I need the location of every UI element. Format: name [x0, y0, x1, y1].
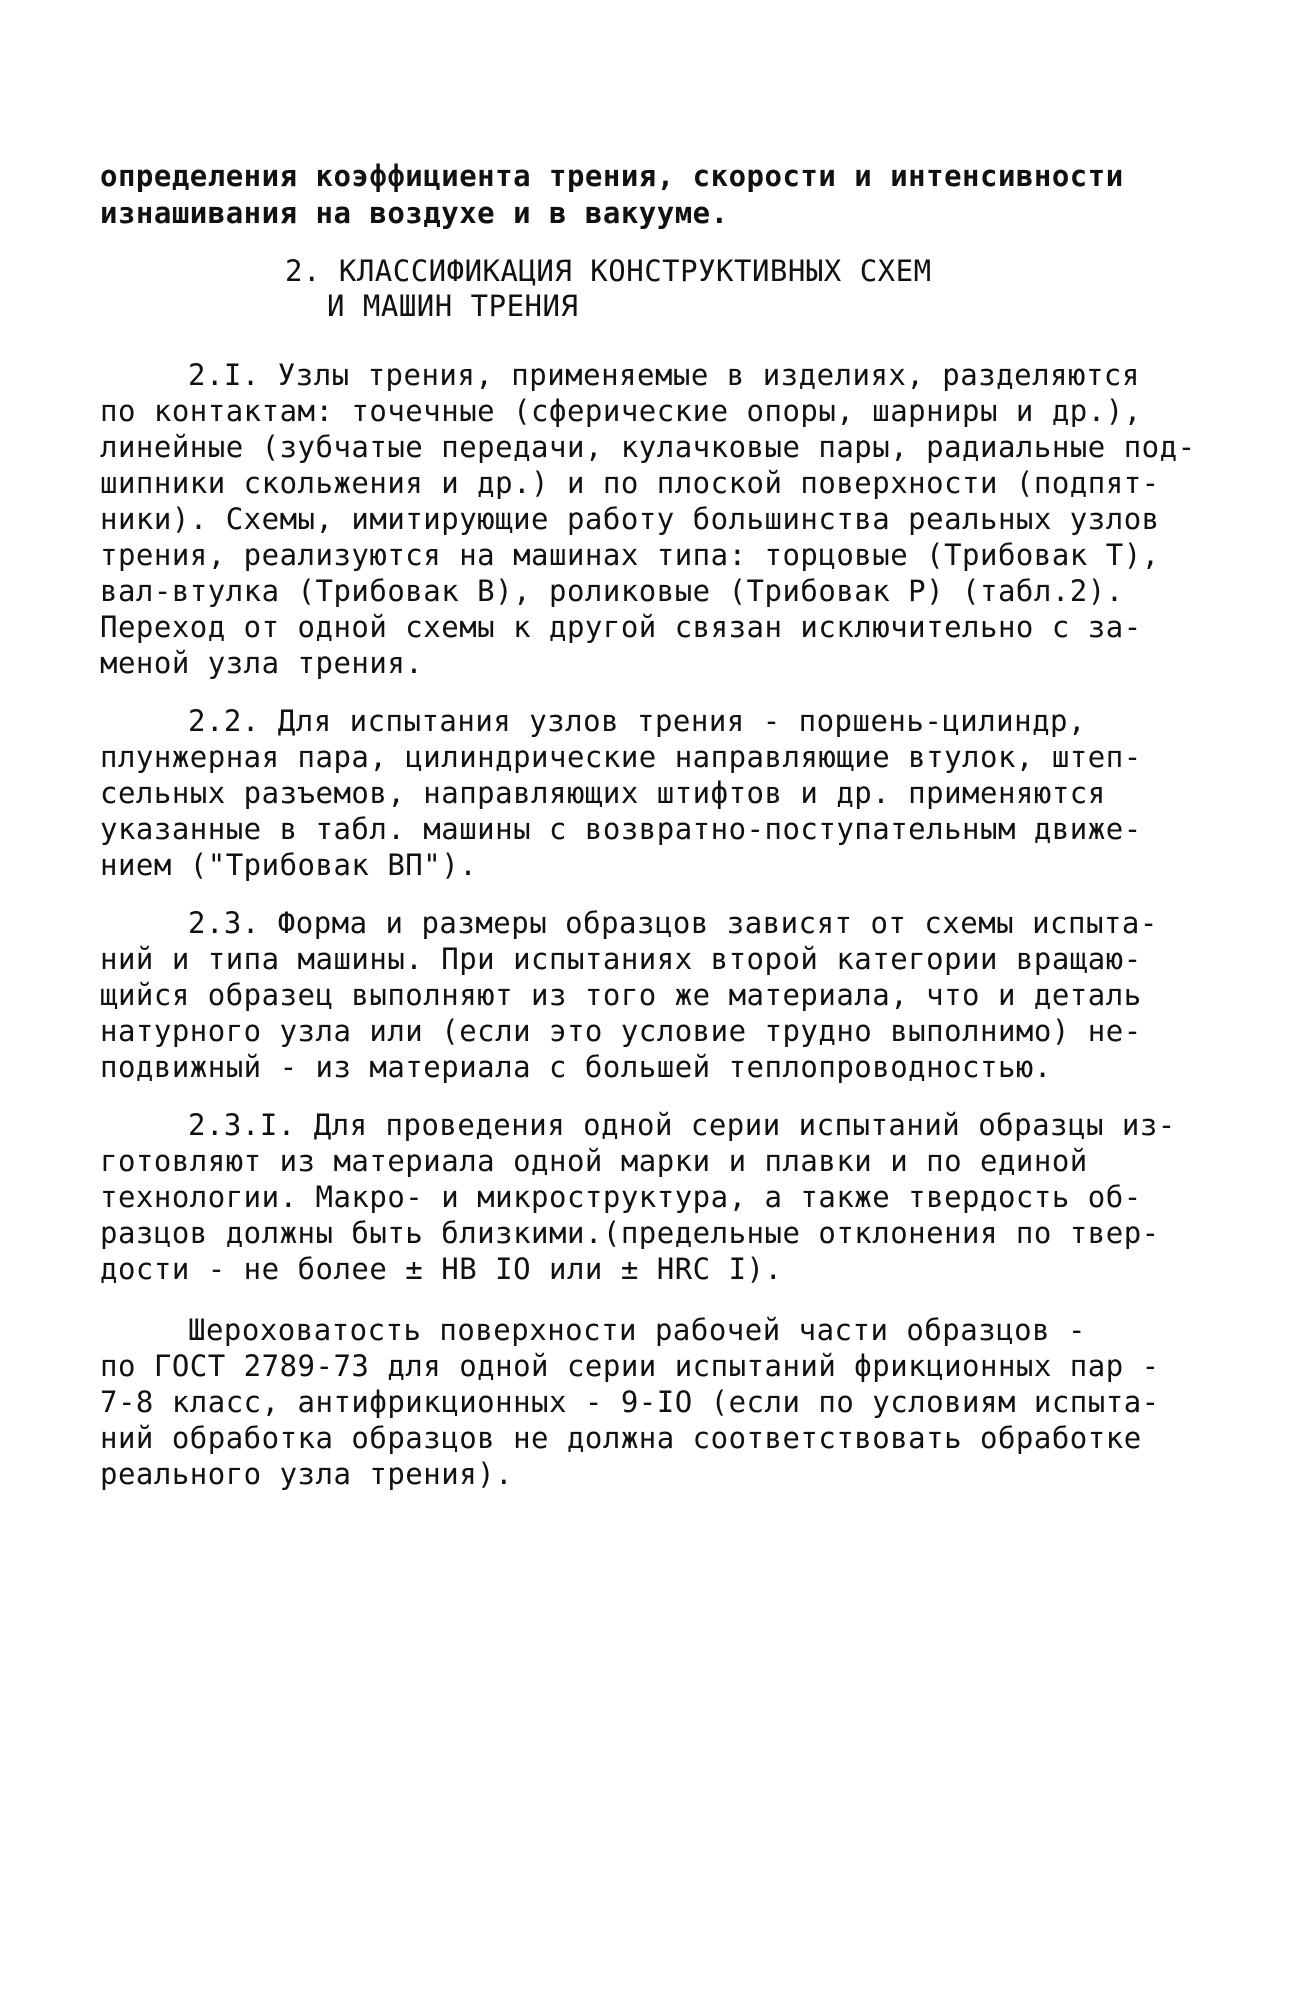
- para-2-3-line: натурного узла или (если это условие трудно выполнимо) не-: [100, 1014, 1142, 1048]
- para-roughness-line: реального узла трения).: [100, 1457, 514, 1491]
- para-2-1-line: шипники скольжения и др.) и по плоской поверхности (подпят-: [100, 466, 1160, 500]
- section-heading: И МАШИН ТРЕНИЯ: [327, 289, 579, 323]
- para-roughness-line: по ГОСТ 2789-73 для одной серии испытаний фрикционных пар -: [100, 1349, 1160, 1383]
- para-2-2-line: сельных разъемов, направляющих штифтов и др. применяются: [100, 776, 1106, 810]
- para-2-1-line: линейные (зубчатые передачи, кулачковые пары, радиальные под-: [100, 430, 1196, 464]
- para-2-3-line: щийся образец выполняют из того же материала, что и деталь: [100, 978, 1142, 1012]
- para-2-1-line: Переход от одной схемы к другой связан исключительно с за-: [100, 610, 1142, 644]
- para-2-3-1-line: 2.3.I. Для проведения одной серии испытаний образцы из-: [188, 1108, 1176, 1142]
- para-2-1-line: 2.I. Узлы трения, применяемые в изделиях, разделяются: [188, 358, 1140, 392]
- para-2-1-line: ники). Схемы, имитирующие работу большинства реальных узлов: [100, 502, 1160, 536]
- para-2-3-line: ний и типа машины. При испытаниях второй категории вращаю-: [100, 942, 1142, 976]
- para-roughness-line: 7-8 класс, антифрикционных - 9-IO (если по условиям испыта-: [100, 1385, 1160, 1419]
- para-2-3-line: 2.3. Форма и размеры образцов зависят от схемы испыта-: [188, 906, 1158, 940]
- para-2-1-line: меной узла трения.: [100, 646, 424, 680]
- para-roughness-line: ний обработка образцов не должна соответствовать обработке: [100, 1421, 1142, 1455]
- para-2-2-line: плунжерная пара, цилиндрические направляющие втулок, штеп-: [100, 740, 1142, 774]
- para-2-3-1-line: дости - не более ± HB IO или ± HRC I).: [100, 1252, 783, 1286]
- para-2-1-line: трения, реализуются на машинах типа: торцовые (Трибовак Т),: [100, 538, 1160, 572]
- para-roughness-line: Шероховатость поверхности рабочей части образцов -: [188, 1313, 1086, 1347]
- intro-line: изнашивания на воздухе и в вакууме.: [100, 196, 729, 230]
- intro-line: определения коэффициента трения, скорости и интенсивности: [100, 159, 1124, 193]
- para-2-2-line: 2.2. Для испытания узлов трения - поршень-цилиндр,: [188, 704, 1086, 738]
- para-2-3-1-line: разцов должны быть близкими.(предельные отклонения по твер-: [100, 1216, 1160, 1250]
- para-2-3-line: подвижный - из материала с большей теплопроводностью.: [100, 1050, 1052, 1084]
- para-2-2-line: нием ("Трибовак ВП").: [100, 848, 478, 882]
- para-2-3-1-line: готовляют из материала одной марки и плавки и по единой: [100, 1144, 1088, 1178]
- section-heading: 2. КЛАССИФИКАЦИЯ КОНСТРУКТИВНЫХ СХЕМ: [285, 254, 932, 288]
- para-2-3-1-line: технологии. Макро- и микроструктура, а также твердость об-: [100, 1180, 1142, 1214]
- para-2-2-line: указанные в табл. машины с возвратно-поступательным движе-: [100, 812, 1142, 846]
- para-2-1-line: по контактам: точечные (сферические опоры, шарниры и др.),: [100, 394, 1142, 428]
- para-2-1-line: вал-втулка (Трибовак В), роликовые (Трибовак Р) (табл.2).: [100, 574, 1124, 608]
